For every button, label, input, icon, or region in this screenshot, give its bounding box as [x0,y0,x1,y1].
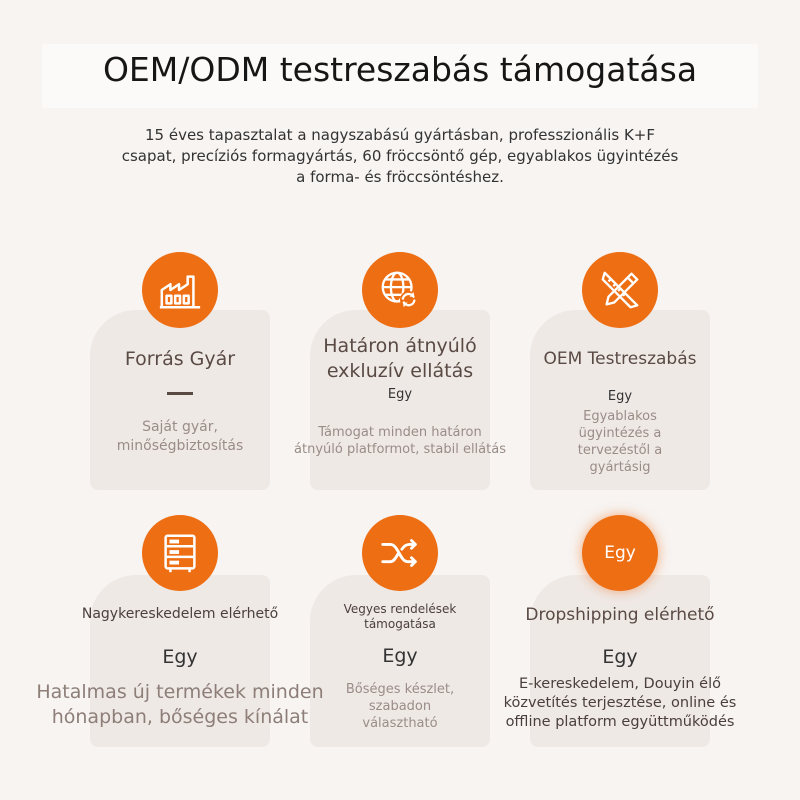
feature-desc [280,424,520,458]
page-title: OEM/ODM testreszabás támogatása [102,50,698,89]
desc-line: választható [362,716,438,731]
ruler-pencil-icon [582,252,658,328]
desc-line: minőségbiztosítás [116,438,244,454]
shuffle-icon [362,515,438,591]
dropshipping-badge [582,515,658,591]
feature-title: Forrás Gyár [124,348,236,370]
egy-label: Egy [602,646,638,668]
desc-line: tervezéstől a [577,443,663,458]
title-line: exkluzív ellátás [326,360,474,382]
desc-line: Bőséges készlet, [345,682,455,697]
desc-line: gyártásig [589,460,651,475]
subtitle-line: csapat, precíziós formagyártás, 60 fröccsöntő gép, egyablakos ügyintézés [121,147,679,165]
desc-line: átnyúló platformot, stabil ellátás [294,442,506,457]
feature-desc [530,408,710,476]
egy-label: Egy [607,389,633,404]
desc-line: szabadon [368,699,432,714]
desc-line: ügyintézés a [578,426,662,441]
desc-line: Egyablakos [583,409,657,424]
feature-title [310,602,490,632]
feature-title [300,334,500,384]
subtitle-line: 15 éves tapasztalat a nagyszabású gyártásban, professzionális K+F [144,126,655,144]
globe-sync-icon [362,252,438,328]
title-line: Határon átnyúló [323,335,477,357]
desc-line: Támogat minden határon [318,425,482,440]
desc-line: közvetítés terjesztése, online és [503,695,737,711]
badge-text: Egy [604,543,636,563]
title-divider [167,392,193,395]
title-line: Vegyes rendelések [343,602,457,616]
feature-desc [10,680,350,730]
feature-desc [310,681,490,732]
feature-desc [90,418,270,456]
desc-line: offline platform együttműködés [505,714,735,730]
feature-title: Nagykereskedelem elérhető [81,606,279,622]
page-subtitle [50,125,750,188]
desc-line: E-kereskedelem, Douyin élő [519,676,721,692]
shelf-icon [142,515,218,591]
egy-label: Egy [162,646,198,668]
feature-title: Dropshipping elérhető [525,605,715,625]
title-line: támogatása [364,617,436,631]
desc-line: Hatalmas új termékek minden [36,681,324,703]
desc-line: hónapban, bőséges kínálat [51,706,309,728]
feature-title: OEM Testreszabás [543,349,697,369]
egy-label: Egy [387,387,413,402]
desc-line: Saját gyár, [142,419,218,435]
feature-desc [480,675,760,732]
egy-label: Egy [382,645,418,667]
subtitle-line: a forma- és fröccsöntéshez. [296,168,504,186]
feature-card-factory [90,310,270,490]
factory-icon [142,252,218,328]
